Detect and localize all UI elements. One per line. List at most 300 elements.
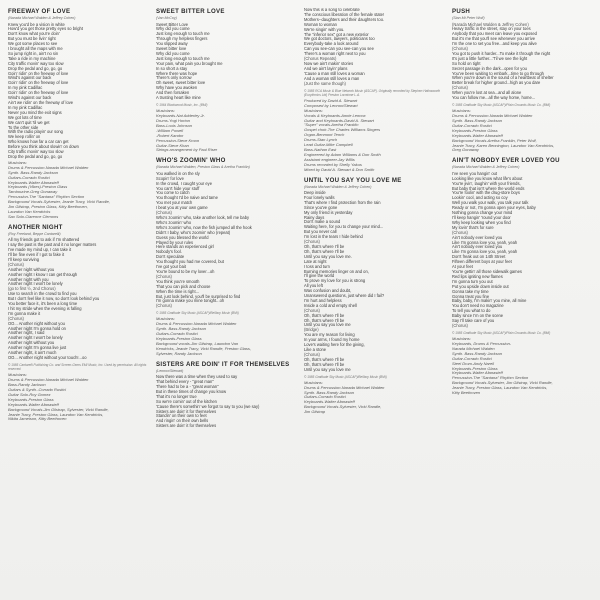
- lyric-line: Looking like you know what life's about: [452, 175, 523, 181]
- song-block: [156, 361, 298, 429]
- credit-line: Sylvester, Randy Jackson: [156, 350, 202, 356]
- credit-line: Assistant engineer-Jay Willis: [304, 156, 355, 162]
- credit-line: Kitty Beethoven: [452, 390, 481, 396]
- lyric-line: To prove my love for you is strong: [304, 278, 366, 284]
- lyric-line: The conscious liberation of the female state!: [304, 11, 385, 17]
- credit-line: Strings arrangement by Paul Riser: [156, 147, 218, 153]
- lyric-line: Everybody-take a look around: [304, 41, 359, 47]
- credit-line: "Super" vocals-Aretha Franklin: [304, 122, 359, 128]
- credit-line: Percussion-The "Santana" Rhythm Section: [452, 375, 529, 381]
- lyric-line: And a woman still loves a man: [304, 75, 360, 81]
- lyric-line: Ain't nobody ever loved you: [452, 234, 503, 240]
- copyright-notice: © 1985 Gratitude Sky Music (ASCAP)/Bellboy Music (BMI): [156, 311, 239, 316]
- lyric-line: I'll keep surviving: [8, 256, 40, 262]
- lyric-line: Your pain, what pain you brought me: [156, 60, 223, 66]
- lyric-line: You can't hide your stuff: [156, 185, 200, 191]
- song-writers: (Van McCoy): [156, 16, 177, 20]
- credit-line: Vocals & Keyboards-Annie Lennox: [304, 112, 366, 118]
- lyric-line: Mothers--daughters and their daughters too.: [304, 16, 385, 22]
- song-title: UNTIL YOU SAY YOU LOVE ME: [304, 176, 402, 184]
- credit-line: Produced by David A. Stewart: [304, 97, 358, 103]
- lyric-line: Use to search in the crowd to find you: [8, 291, 77, 297]
- lyric-line: Sweet bitter love: [156, 46, 187, 52]
- song-block: [156, 157, 298, 356]
- credit-line: Greg Gonaway: [452, 147, 479, 153]
- song-block: [452, 157, 594, 396]
- lyric-line: Where there was hope: [156, 70, 198, 76]
- credit-line: Gospel choir-The Charles Williams Singers: [304, 127, 381, 133]
- lyric-line: Well you walk your walk, you talk your talk: [452, 200, 529, 206]
- lyric-line: That behind every - "great man": [156, 379, 214, 385]
- credit-line: -Robert Kandor: [156, 132, 184, 138]
- credit-line: Musicians:: [156, 316, 175, 322]
- credit-line: Keyboards-Preston Glass: [156, 336, 202, 342]
- lyric-section-label: (Chorus): [452, 229, 468, 235]
- lyric-line: So jump right in, ain't no sin: [8, 50, 59, 56]
- lyric-section-label: (Chorus): [156, 273, 172, 279]
- credit-line: Synth. Bass-Randy Jackson: [156, 326, 207, 332]
- lyrics: [452, 23, 594, 102]
- copyright-notice: © 1985 Gratitude Sky Music (ASCAP)/Plain Grounds Music Co. (BMI): [452, 330, 551, 335]
- credit-line: Background vocals-Jim Gilstrap, Laundon Van: [156, 340, 239, 346]
- credit-line: Keyboards-Walter Afanasieff: [304, 399, 355, 405]
- lyric-line: Like I'm gonna love you, yeah, yeah: [452, 239, 518, 245]
- lyric-line: In your arms, I found my home: [304, 337, 360, 343]
- lyric-line: And then forsaken: [156, 90, 190, 96]
- lyric-line: A trusting heart like mine: [156, 95, 201, 101]
- credit-line: Musicians:: [452, 108, 471, 114]
- lyric-line: Who's zoomin' who, now the fish jumped all the hook: [156, 224, 252, 230]
- credit-line: Mixed by David A. Stewart & Don Smith: [304, 166, 375, 172]
- song-title: FREEWAY OF LOVE: [8, 8, 71, 15]
- lyric-line: Just long enough to touch me: [156, 31, 210, 37]
- lyric-line: You're bound to be my lover...oh: [156, 268, 215, 274]
- credit-line: Drums-Stan Lynch: [304, 137, 338, 143]
- lyric-line: Ready or not, I'm gonna open your eyes, baby: [452, 205, 536, 211]
- lyric-line: But I don't feel like it now, so don't look behind you: [8, 296, 100, 302]
- lyric-line: I hit my stride when the evening is falling: [8, 305, 82, 311]
- copyright-notice: © 1985 Gratitude Sky Music (ASCAP)/Plain Grounds Music Co. (BMI): [452, 103, 551, 107]
- lyric-line: Heavy traffic in the street, stay on your toes: [452, 26, 531, 32]
- lyric-line: Gonna treat you fine: [452, 293, 490, 299]
- lyric-line: You got to push it harder...To make it through the night: [452, 50, 551, 56]
- lyric-line: I've seen you hangin' out: [452, 170, 498, 176]
- lyric-line: Inside a cold and empty shell: [304, 302, 357, 308]
- credit-line: Synth. Bass-Randy Jackson: [452, 350, 503, 356]
- lyric-line: Another night I'm gonna live just: [8, 345, 67, 351]
- lyric-line: Who knows how far a car can get: [8, 139, 69, 145]
- credit-line: Kendricks, Jeanie Tracy, Vicki Randle, Preston Glass,: [156, 345, 251, 351]
- lyric-line: When the time is right...: [156, 288, 200, 294]
- lyric-line: And we ain't layin' plans: [304, 65, 348, 71]
- credit-line: Steel Drum-Andy Narell: [452, 360, 495, 366]
- lyric-line: Why did you come: [156, 50, 190, 56]
- credit-line: Musicians:: [452, 336, 471, 342]
- credit-line: Drums & Percussion-Narada Michael Walden: [8, 377, 89, 383]
- lyric-line: That it's no longer true: [156, 393, 197, 399]
- credit-line: Jeanie Tracy, Preston Glass, Laundon Van Kendricks,: [452, 385, 548, 391]
- credit-line: -William Powell: [156, 127, 184, 133]
- lyric-line: Love's waiting here for the giving,: [304, 342, 365, 348]
- lyric-line: I've got your bait: [156, 264, 186, 270]
- lyric-line: You walked in on the sly: [156, 170, 200, 176]
- credit-line: Sax Solo-Clarence Clemons: [8, 213, 59, 219]
- lyric-line: In the crowd, I caught your eye: [156, 180, 212, 186]
- lyric-line: Here stands an experienced girl: [156, 244, 214, 250]
- credit-line: Keyboards-Walter Afanasieff: [452, 370, 503, 376]
- song-block: [452, 8, 594, 153]
- lyric-line: So hold on tight: [452, 60, 481, 66]
- song-block: [304, 177, 446, 416]
- song-writers: (Narada Michael Walden & Jeffrey Cohen): [452, 165, 520, 170]
- lyric-line: Never you mind the exit signs: [8, 109, 62, 115]
- lyric-line: Baby, baby, I'm makin' you mine, all mine: [452, 298, 527, 304]
- lyric-line: All you left: [304, 283, 323, 289]
- song-block: [156, 8, 298, 153]
- lyric-line: Guess you blessed the world: [156, 234, 209, 240]
- credits: [452, 109, 594, 153]
- credit-line: Organ-Benmont Tench: [304, 132, 345, 138]
- credit-line: Nikita Jameison, Kitty Beethoven: [8, 416, 67, 422]
- credits: [452, 337, 594, 396]
- lyric-line: OO... Another night without you: [8, 320, 65, 326]
- credit-line: Background Vocals-Aretha Franklin, Peter Wolf,: [452, 137, 537, 143]
- lyric-line: I'll be fine even if I got to fake it: [8, 251, 65, 257]
- credits: [8, 161, 150, 220]
- lyric-line: Better break for higher ground...high as you dare: [452, 80, 541, 86]
- lyric-line: Goin' ridin' on the freeway of love: [8, 90, 69, 96]
- lyric-line: Nobody's fool.: [156, 249, 182, 255]
- lyric-line: In my pink Cadillac: [8, 85, 43, 91]
- lyric-line: Another night with you: [8, 276, 49, 282]
- lyric-section-label: (Chorus): [156, 303, 172, 309]
- lyric-line: Another night without you: [8, 266, 55, 272]
- lyric-line: Until you say you love me.: [304, 253, 352, 259]
- lyric-line: I'm hurt and helpless: [304, 297, 342, 303]
- lyric-line: We got some places to see: [8, 41, 58, 47]
- lyric-line: You come to catch: [156, 190, 190, 196]
- lyric-line: Standin' on their own to feet: [156, 413, 207, 419]
- song-block: [8, 8, 150, 220]
- credit-line: Tambourine-Greg Gonaway: [8, 189, 58, 195]
- credit-line: Keyboards-Walter Afanasieff: [8, 401, 59, 407]
- song-title: SWEET BITTER LOVE: [156, 8, 225, 15]
- lyric-line: Don't know what you're doin': [8, 31, 60, 37]
- lyric-line: Drop the pedal and go, go, go: [8, 153, 63, 159]
- lyric-line: Woman to woman: [304, 21, 337, 27]
- lyric-line: Scopin' for love: [156, 175, 184, 181]
- credit-line: Background Vocals-Sylvester, Jim Gilstrap, Vicki Randle,: [452, 380, 553, 386]
- lyric-line: Oh, that's where I'll be: [304, 317, 345, 323]
- credit-line: Guitars-Corrado Rustici: [8, 174, 50, 180]
- credits: [156, 109, 298, 153]
- lyrics: [304, 191, 446, 373]
- lyric-line: Deep inside: [304, 190, 326, 195]
- lyric-line: Anybody that you meet can leave you exposed: [452, 31, 537, 37]
- lyric-line: Take a ride in my machine: [8, 55, 56, 61]
- lyric-line: Secret passage in the dark...open for you: [452, 65, 527, 71]
- lyric-line: The "inferior sex" got a new exterior: [304, 31, 369, 37]
- lyric-line: Like a stone: [304, 347, 327, 352]
- lyric-line: When you're lost at sea...and all alone: [452, 90, 522, 96]
- lyric-line: But, just look behind, you'll be surprised to find: [156, 293, 241, 299]
- lyric-line: You've been waiting to embark...time to go through: [452, 70, 544, 76]
- lyric-line: Played by your rules: [156, 239, 194, 245]
- lyric-line: Ain't we ridin' on the freeway of love: [8, 100, 74, 105]
- lyric-line: Sweet Bitter Love: [156, 21, 189, 27]
- lyric-section-label: (Chorus): [304, 351, 320, 357]
- lyric-line: Say I'll take care of you: [452, 318, 495, 324]
- lyric-line: Goin' ridin' on the freeway of love: [8, 80, 69, 86]
- lyric-line: Why have you awoken: [156, 85, 198, 91]
- credit-line: Guitar-Corrado Rustici: [452, 355, 492, 361]
- lyric-line: We're singin' with you.: [304, 26, 345, 32]
- lyric-line: Was confusion and doubt,: [304, 288, 352, 294]
- lyric-line: Another night I know I can get through: [8, 271, 78, 277]
- lyrics: [156, 23, 298, 102]
- lyric-line: Another night, it ain't much: [8, 350, 57, 356]
- lyric-line: Four lonely walls: [304, 194, 335, 200]
- lyric-line: But in these times of change you know: [156, 388, 227, 394]
- lyric-line: We got lots of time: [8, 114, 42, 120]
- lyric-line: Red lips igniting new flames: [452, 273, 503, 279]
- credit-line: Drums recorded by Shelly Yakus: [304, 161, 362, 167]
- lyric-line: Gonna take my time: [452, 288, 489, 294]
- credit-line: Musicians:: [8, 372, 27, 378]
- column-2: [156, 8, 298, 596]
- lyric-line: There had to be a - "great woman": [156, 384, 219, 389]
- song-block: [8, 224, 150, 423]
- credit-line: Lead Guitar-Mike Campbell: [304, 142, 353, 148]
- lyric-line: I brought all the maps with me: [8, 46, 63, 52]
- lyric-line: Now this is a song to celebrate: [304, 8, 360, 12]
- lyric-line: Why did you come: [156, 26, 190, 32]
- lyrics: [304, 8, 446, 87]
- credit-line: Drums & Percussion-Narada Michael Walden: [156, 321, 237, 327]
- song-writers: (Roy Freeland, Beppe Cantarelli): [8, 231, 61, 236]
- lyric-line: Now there was a time when they used to say: [156, 374, 238, 380]
- song-writers: (Lennox/Stewart): [156, 368, 184, 373]
- lyric-line: Put you upside down inside out: [452, 283, 509, 289]
- lyric-section-label: (Just the same though): [304, 80, 346, 86]
- lyric-line: How'd you get those pretty eyes so bright: [8, 26, 83, 32]
- lyric-line: Sisters are doin' it for themselves: [156, 408, 217, 414]
- credit-line: Bass-Nathan East: [304, 146, 337, 152]
- credit-line: Musicians:: [8, 159, 27, 165]
- lyric-line: Another night I'm gonna hold on: [8, 325, 66, 331]
- credit-line: Synth. Bass-Randy Jackson: [304, 389, 355, 395]
- lyric-line: Oh, that's where I'll be: [304, 243, 345, 249]
- credit-line: Jeanie Tracy, Karen Bennington, Laundon Van Kendricks,: [452, 142, 555, 148]
- lyric-line: Can you see-can you see-can you see: [304, 46, 374, 52]
- lyric-line: Another night, I said: [8, 330, 45, 336]
- lyric-section-label: (Chorus): [452, 46, 468, 52]
- lyric-section-label: (Chorus): [156, 210, 172, 216]
- lyric-line: Like I'm gonna love you, yeah, yeah: [452, 249, 518, 255]
- credit-line: Engineered by Adam Williams & Don Smith: [304, 151, 381, 157]
- lyric-line: We keep rollin' on: [8, 134, 41, 140]
- lyric-line: Another night I won't be lonely: [8, 335, 63, 341]
- lyric-line: Wind's against our back: [8, 75, 52, 81]
- song-block: [304, 8, 446, 173]
- lyric-line: My only friend is yesterday: [304, 209, 353, 215]
- credit-line: Guitar-Corrado Rustici: [452, 122, 492, 128]
- lyric-line: You better face it, it's been a long time: [8, 301, 78, 307]
- lyric-line: Goin' ridin' on the freeway of love: [8, 70, 69, 76]
- lyrics: [8, 23, 150, 160]
- copyright-notice: © 1985 RCA Music & Blue Network Music (ASCAP). Originally recorded by Stephen Hatinsworth (Eurythmics Ltd) Preston Lorrainne L.A.: [304, 88, 441, 97]
- lyric-line: You don't need no magazine: [452, 303, 504, 309]
- credit-line: Keyboards-Preston Glass: [452, 365, 498, 371]
- lyric-line: Who's zoomin' who, take another look, tell me baby: [156, 215, 250, 221]
- lyric-line: There's only sorrow: [156, 75, 192, 81]
- credit-line: Jim Gilstrap, Preston Glass, Kitty Beethoven,: [8, 204, 88, 210]
- lyric-line: I'm lost in the tears I hide behind: [304, 234, 363, 240]
- lyric-line: Oh, that's where I'll be: [304, 312, 345, 318]
- lyric-line: 'Cause there's somethin' we forgot to say to you (we say): [156, 403, 260, 409]
- credit-line: Composed by Lennox/Stewart: [304, 102, 358, 108]
- lyric-line: Didn't I baby, who's zoomin' who (repeat): [156, 229, 231, 235]
- lyric-line: There's a woman right next to you: [304, 51, 366, 57]
- credit-line: Background Vocals-Sylvester, Jeanie Tracy, Vicki Randle,: [8, 199, 110, 205]
- credit-line: Guitar and Keyboards-David A. Stewart: [304, 117, 374, 123]
- credit-line: Bass-Randy Jackson: [8, 382, 46, 388]
- credit-line: Guitars-Corrado Rustici: [156, 331, 198, 337]
- lyric-line: It's just a little further...'Til we see the light: [452, 55, 528, 61]
- lyric-line: Nothing gonna change your mind: [452, 210, 513, 216]
- credit-line: Background Vocals-Sylvester, Vicki Randle,: [304, 404, 382, 410]
- lyric-line: Who's zoomin' who: [156, 219, 192, 225]
- credit-line: Narada Michael Walden: [452, 345, 495, 351]
- lyric-line: But you must be livin' right: [8, 36, 56, 42]
- lyric-line: Don't freak out on 14th Street: [452, 254, 506, 260]
- credits: [304, 381, 446, 415]
- lyric-line: At your feet: [452, 264, 473, 270]
- credit-line: Keyboards-Nat Adderley Jr.: [156, 113, 205, 119]
- credit-line: Drums & Percussion-Narada Michael Walden: [8, 164, 89, 170]
- lyrics: [8, 238, 150, 361]
- column-1: [8, 8, 150, 596]
- credit-line: Drums & Percussion-Narada Michael Walden: [304, 384, 385, 390]
- song-title: SISTERS ARE DOIN' IT FOR THEMSELVES: [156, 360, 290, 368]
- song-writers: (Narada Michael Walden, Preston Glass & Aretha Franklin): [156, 165, 250, 170]
- credit-line: Jeanie Tracy, Preston Glass, Laundon Van Kendricks,: [8, 411, 104, 417]
- lyric-line: But baby that isn't where the world ends: [452, 185, 525, 191]
- lyric-line: You're gettin' all those sidewalk games: [452, 268, 522, 274]
- column-3: [304, 8, 446, 596]
- lyric-line: I'm the one to set you free...and keep you alive: [452, 41, 537, 47]
- lyric-line: Don't make a sound: [304, 219, 341, 225]
- lyric-line: Ain't nobody ever loved you: [452, 244, 503, 250]
- lyric-line: City traffic movin' way too slow: [8, 149, 64, 155]
- lyric-line: But it's me that you'll see whenever you arrive: [452, 36, 536, 42]
- credit-line: Percussion-The "Santana" Rhythm Section: [8, 194, 85, 200]
- lyric-line: I'm gonna turn you out: [452, 278, 493, 284]
- credits: [304, 99, 446, 173]
- credit-line: Keyboards-Walter Afanasieff: [452, 132, 503, 138]
- lyric-line: Burning memories linger on and on,: [304, 268, 369, 274]
- lyric-line: I'll give the world: [304, 273, 335, 279]
- lyric-section-label: (Chorus): [452, 85, 468, 91]
- lyric-line: Waiting here, for you to change your mind...: [304, 224, 384, 230]
- lyric-line: I toss and turn: [304, 263, 330, 269]
- lyric-line: Baby since I'm on the scene: [452, 313, 504, 319]
- credit-line: Keyboards-Preston Glass: [8, 396, 54, 402]
- lyric-line: Until you say you love me: [304, 366, 351, 372]
- credit-line: Drums-Yogi Horton: [156, 118, 191, 124]
- credits: [8, 373, 150, 422]
- lyric-line: In so short a stay: [156, 65, 188, 71]
- copyright-notice: © 1985 Cantarelli Publishing Co. and Screen-Gems EMI Music, Inc. Used by permission. All rights reserved.: [8, 362, 147, 372]
- credits: [156, 317, 298, 356]
- copyright-notice: © 1964 Blackwood Music, Inc. (BMI): [156, 103, 208, 107]
- credit-line: Musicians:: [304, 107, 323, 113]
- lyric-line: I'll keep hangin' 'round your door: [452, 215, 511, 221]
- lyric-line: You think you're smooth: [156, 278, 200, 284]
- lyric-section-label: (Chorus): [304, 307, 320, 313]
- credit-line: Keyboards, Drums & Percussion-: [452, 340, 512, 346]
- lyric-line: I'm gonna make it: [8, 310, 41, 316]
- lyric-line: Just long enough to touch me: [156, 55, 210, 61]
- song-writers: (Narada Michael Walden & Jeffrey Cohen): [304, 184, 372, 189]
- lyric-line: I say the past is the past and it no longer matters: [8, 242, 97, 248]
- lyric-line: Late at night: [304, 258, 327, 264]
- lyric-line: When you're down in the sound of a heartbeat of shelter: [452, 75, 554, 81]
- copyright-notice: © 1985 Gratitude Sky Music (ASCAP)/Bellboy Music (BMI): [304, 374, 387, 379]
- lyric-line: You can follow me...all the way home, home...: [452, 95, 536, 101]
- lyric-line: Now we ain't makin' stories: [304, 60, 354, 66]
- lyric-section-label: (Narada Michael Walden & Jeffrey Cohen): [452, 21, 529, 27]
- credit-line: Keyboards-Walter Afanasieff: [8, 179, 59, 185]
- lyric-line: And ringin' on their own bells: [156, 418, 209, 424]
- lyric-line: We can't quit 'til we get: [8, 119, 50, 125]
- lyric-line: We got doctors, lawyers, politicians too: [304, 36, 375, 42]
- song-title: WHO'S ZOOMIN' WHO: [156, 157, 226, 165]
- song-title: AIN'T NOBODY EVER LOVED YOU: [452, 157, 560, 165]
- lyric-line: Wind's against our back: [8, 95, 52, 101]
- lyric-line: City traffic movin' way too slow: [8, 60, 64, 66]
- lyric-section-label: (Chorus): [8, 315, 24, 321]
- credit-line: Jim Gilstrap: [304, 409, 326, 415]
- credit-line: Guitar Solo-Roy Gomez: [8, 391, 51, 397]
- lyric-line: I beat you at your own game: [156, 205, 208, 211]
- lyric-line: I've made my mind up, I can take it: [8, 247, 72, 253]
- lyric-line: I'm gonna make you mine tonight...oh: [156, 298, 225, 304]
- lyric-line: You thought you had me covered, but: [156, 259, 224, 265]
- lyrics: [156, 375, 298, 429]
- lyric-line: My lovin' that's for sure: [452, 224, 494, 230]
- lyric-line: 'Cause a man still loves a woman: [304, 70, 365, 76]
- lyric-line: That's where I find protection from the rain: [304, 199, 381, 205]
- lyric-line: Another night without you: [8, 340, 55, 346]
- lyric-line: You thought I'd be naive and tame: [156, 195, 218, 201]
- credit-line: Background Vocals-Jim Gilstrap, Sylvester, Vicki Randle,: [8, 406, 109, 412]
- lyric-line: But you never call: [304, 229, 337, 235]
- credit-line: Musicians:: [156, 108, 175, 114]
- lyric-line: In my pink Cadillac: [8, 104, 43, 110]
- lyric-line: Rainy days: [304, 214, 325, 220]
- lyric-section-label: (Bridge): [304, 327, 319, 333]
- credit-line: Bass-Louis Johnson: [156, 122, 193, 128]
- lyric-line: You're jivin', laughin' with your friends,: [452, 180, 521, 186]
- lyric-line: Oh, that's where I'll be: [304, 361, 345, 367]
- lyric-line: Until you say you love me: [304, 322, 351, 328]
- lyric-line: You're foolin' with the drug-store boys: [452, 190, 520, 196]
- lyric-line: You met your match: [156, 200, 193, 206]
- lyric-section-label: (go to first ½, 2nd Chorus): [8, 286, 56, 292]
- credit-line: Musicians:: [304, 379, 323, 385]
- lyric-line: You slipped away: [156, 41, 188, 47]
